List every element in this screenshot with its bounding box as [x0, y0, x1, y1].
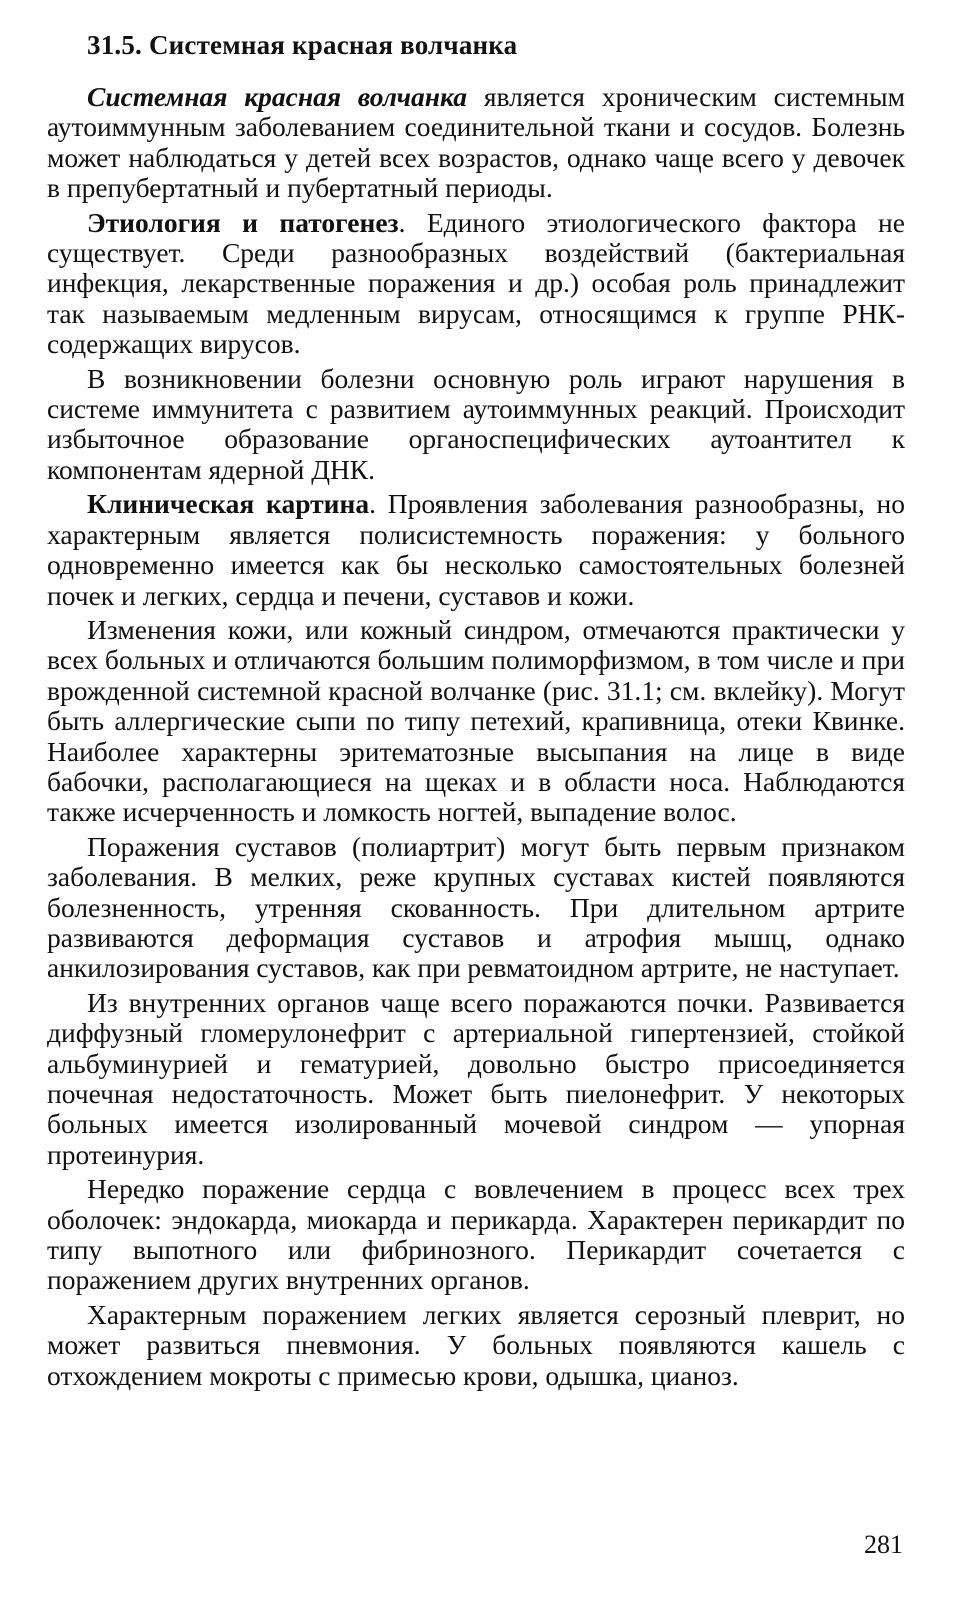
paragraph-heart [47, 1174, 905, 1296]
paragraph-lead-heading: Этиология и патогенез [87, 206, 399, 238]
paragraph-joints [47, 832, 905, 984]
paragraph-text: является хроническим системным аутоиммунным заболеванием соединительной ткани и сосудов. Болезнь может наблюдаться у детей всех возрастов, однако чаще всего у девочек в препубертатный и пубертатный периоды. [47, 81, 905, 204]
paragraph-text: Характерным поражением легких является серозный плеврит, но может развиться пневмония. У больных появляются кашель с отхождением мокроты с примесью крови, одышка, цианоз. [47, 1298, 905, 1391]
section-title: 31.5. Системная красная волчанка [87, 30, 518, 60]
page-body [47, 28, 905, 1395]
page-number: 281 [864, 1530, 903, 1559]
paragraph-text: Из внутренних органов чаще всего поражаются почки. Развивается диффузный гломерулонефрит с артериальной гипертензией, стойкой альбуминурией и гематурией, довольно быстро присоединяется почечная недостаточность. Может быть пиелонефрит. У некоторых больных имеется изолированный мочевой синдром — упорная протеинурия. [47, 986, 905, 1170]
paragraph-lungs [47, 1300, 905, 1391]
paragraph-lead-heading: Клиническая картина [87, 488, 370, 520]
paragraph-etiology [47, 208, 905, 360]
paragraph-definition [47, 82, 905, 204]
paragraph-lead-term: Системная красная волчанка [87, 81, 468, 112]
paragraph-text: Изменения кожи, или кожный синдром, отмечаются практически у всех больных и отличаются большим полиморфизмом, в том числе и при врожденной системной красной волчанке (рис. 31.1; см. вклейку). Могут быть аллергические сыпи по типу петехий, крапивница, отеки Квинке. Наиболее характерны эритематозные высыпания на лице в виде бабочки, располагающиеся на щеках и в области носа. Наблюдаются также исчерченность и ломкость ногтей, выпадение волос. [47, 613, 905, 828]
paragraph-text: . Проявления заболевания разнообразны, но характерным является полисистемность поражения: у больного одновременно имеется как бы несколько самостоятельных болезней почек и легких, сердца и печени, суставов и кожи. [47, 488, 905, 611]
paragraph-kidneys [47, 988, 905, 1170]
paragraph-skin [47, 615, 905, 828]
paragraph-immunity [47, 364, 905, 486]
paragraph-text: Нередко поражение сердца с вовлечением в процесс всех трех оболочек: эндокарда, миокарда и перикарда. Характерен перикардит по типу выпотного или фибринозного. Перикардит сочетается с поражением других внутренних органов. [47, 1173, 905, 1296]
paragraph-clinical-picture [47, 489, 905, 611]
paragraph-text: В возникновении болезни основную роль играют нарушения в системе иммунитета с развитием аутоиммунных реакций. Происходит избыточное образование органоспецифических аутоантител к компонентам ядерной ДНК. [47, 362, 905, 485]
paragraph-text: Поражения суставов (полиартрит) могут быть первым признаком заболевания. В мелких, реже крупных суставах кистей появляются болезненность, утренняя скованность. При длительном артрите развиваются деформация суставов и атрофия мышц, однако анкилозирования суставов, как при ревматоидном артрите, не наступает. [47, 830, 905, 984]
paragraph-text: . Единого этиологического фактора не существует. Среди разнообразных воздействий (бактериальная инфекция, лекарственные поражения и др.) особая роль принадлежит так называемым медленным вирусам, относящимся к группе РНК-содержащих вирусов. [47, 206, 905, 360]
